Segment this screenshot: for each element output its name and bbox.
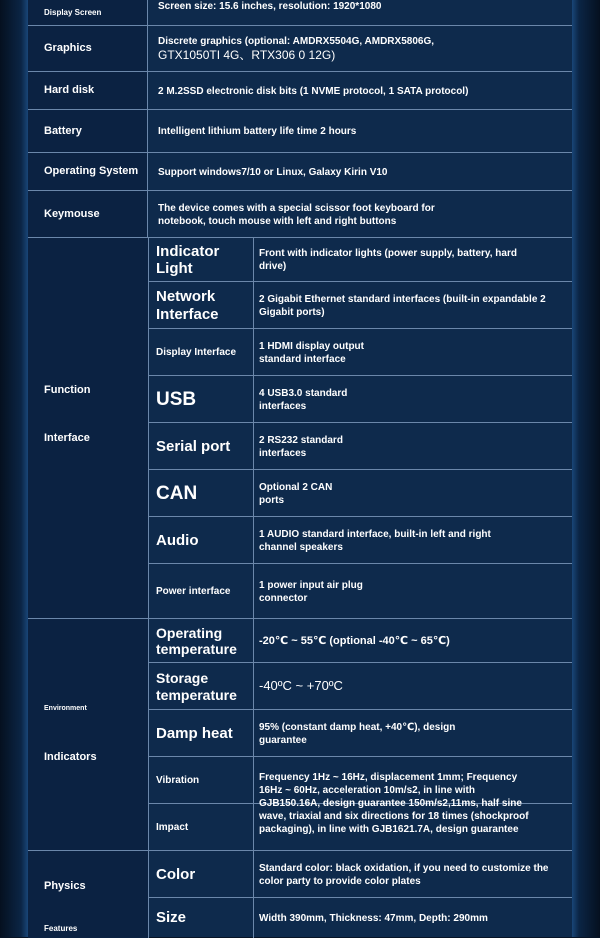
sub-value: 95% (constant damp heat, +40℃), design guarantee bbox=[259, 721, 456, 746]
sub-row bbox=[148, 328, 572, 376]
row-keymouse bbox=[28, 190, 572, 238]
sub-value: Front with indicator lights (power supply, battery, hard drive) bbox=[259, 248, 517, 272]
sub-name: Operating temperature bbox=[148, 619, 254, 663]
value-line: Discrete graphics (optional: AMDRX5504G, AMDRX5806G, bbox=[158, 35, 434, 47]
sub-name: CAN bbox=[148, 470, 254, 517]
row-label: Hard disk bbox=[28, 72, 148, 110]
sub-value: Optional 2 CAN ports bbox=[259, 481, 333, 506]
row-value: 2 M.2SSD electronic disk bits (1 NVME protocol, 1 SATA protocol) bbox=[158, 85, 469, 97]
sub-row bbox=[148, 897, 572, 938]
row-value: Support windows7/10 or Linux, Galaxy Kirin V10 bbox=[158, 166, 388, 178]
left-edge-glow bbox=[0, 0, 30, 937]
group-label: Features bbox=[44, 924, 78, 933]
group-label: Function bbox=[44, 384, 91, 396]
sub-value: Width 390mm, Thickness: 47mm, Depth: 290mm bbox=[259, 912, 488, 924]
sub-row bbox=[148, 237, 572, 282]
row-label: Graphics bbox=[28, 26, 148, 72]
sub-row bbox=[148, 422, 572, 470]
row-harddisk bbox=[28, 71, 572, 110]
sub-row bbox=[148, 618, 572, 663]
row-value bbox=[148, 26, 572, 72]
sub-name: Serial port bbox=[148, 423, 254, 470]
sub-value: 4 USB3.0 standard interfaces bbox=[259, 387, 348, 412]
environment-group bbox=[28, 618, 149, 851]
sub-name: Vibration bbox=[148, 757, 254, 804]
row-label: Keymouse bbox=[28, 191, 148, 238]
sub-name: Storage temperature bbox=[148, 663, 254, 710]
sub-row bbox=[148, 709, 572, 757]
sub-value: 2 Gigabit Ethernet standard interfaces (built-in expandable 2 Gigabit ports) bbox=[259, 293, 546, 318]
row-value: The device comes with a special scissor foot keyboard for notebook, touch mouse with left and right buttons bbox=[158, 202, 435, 227]
group-label: Interface bbox=[44, 432, 90, 444]
sub-row bbox=[148, 375, 572, 423]
value-line: GTX1050TI 4G、RTX306 0 12G) bbox=[158, 47, 336, 62]
function-interface-group bbox=[28, 237, 149, 619]
row-battery bbox=[28, 109, 572, 153]
sub-value: -40ºC ~ +70ºC bbox=[259, 678, 343, 694]
sub-row bbox=[148, 516, 572, 564]
sub-name: Audio bbox=[148, 517, 254, 564]
row-label: Battery bbox=[28, 110, 148, 153]
sub-name: USB bbox=[148, 376, 254, 423]
sub-name: Color bbox=[148, 851, 254, 898]
row-os bbox=[28, 152, 572, 191]
sub-row bbox=[148, 469, 572, 517]
row-value: Screen size: 15.6 inches, resolution: 1920*1080 bbox=[158, 1, 382, 12]
sub-value: 1 AUDIO standard interface, built-in left and right channel speakers bbox=[259, 528, 491, 553]
sub-name: Indicator Light bbox=[148, 238, 254, 282]
sub-name: Display Interface bbox=[148, 329, 254, 376]
sub-name: Size bbox=[148, 898, 254, 938]
spec-table bbox=[28, 0, 572, 937]
row-display bbox=[28, 0, 572, 25]
group-label: Indicators bbox=[44, 751, 97, 763]
row-label: Operating System bbox=[28, 153, 148, 191]
sub-row bbox=[148, 563, 572, 619]
physics-group bbox=[28, 850, 149, 938]
sub-name: Damp heat bbox=[148, 710, 254, 757]
group-label: Physics bbox=[44, 880, 86, 892]
row-label: Display Screen bbox=[28, 0, 148, 25]
sub-row bbox=[148, 662, 572, 710]
sub-row bbox=[148, 281, 572, 329]
sub-value: 1 power input air plug connector bbox=[259, 579, 363, 604]
row-graphics bbox=[28, 25, 572, 72]
right-edge-glow bbox=[570, 0, 600, 937]
sub-name: Power interface bbox=[148, 564, 254, 619]
sub-value: -20℃ ~ 55℃ (optional -40℃ ~ 65℃) bbox=[259, 634, 450, 647]
sub-value: Standard color: black oxidation, if you need to customize the color party to provide color plates bbox=[259, 862, 549, 887]
sub-value: 1 HDMI display output standard interface bbox=[259, 340, 364, 365]
group-label: Environment bbox=[44, 705, 87, 712]
vibration-impact-value: Frequency 1Hz ~ 16Hz, displacement 1mm; Frequency 16Hz ~ 60Hz, acceleration 10m/s2, in line with GJB150.16A, design guarantee 150m/s2,11ms, half sine wave, triaxial and six directions for 18 times (shockproof packaging), in line with GJB1621.7A, design guarantee bbox=[259, 771, 529, 835]
sub-value: 2 RS232 standard interfaces bbox=[259, 434, 343, 459]
sub-name: Impact bbox=[148, 804, 254, 851]
row-value: Intelligent lithium battery life time 2 hours bbox=[158, 126, 357, 137]
sub-row bbox=[148, 850, 572, 898]
sub-name: Network Interface bbox=[148, 282, 254, 329]
